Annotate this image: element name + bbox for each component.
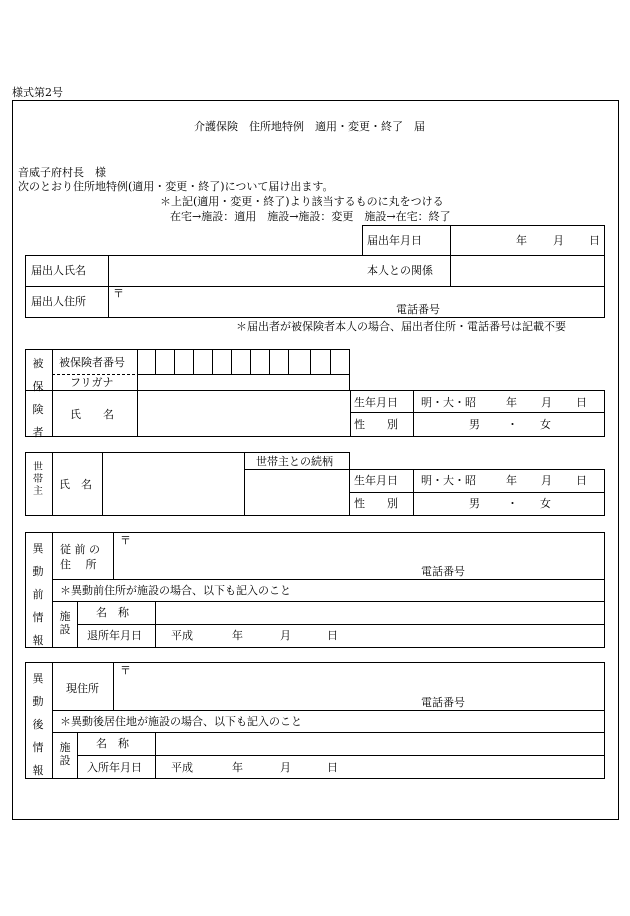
householder-sex-male[interactable]: 男 [469,497,480,510]
householder-month-unit: 月 [541,474,552,487]
current-address-field[interactable] [114,663,604,709]
before-facility-name-field[interactable] [156,602,604,623]
filing-day-unit: 日 [589,234,600,247]
furigana-label: フリガナ [70,376,114,389]
discharge-date-label: 退所年月日 [87,629,142,642]
householder-name-field[interactable] [103,453,243,515]
admission-era: 平成 [171,761,193,774]
discharge-era: 平成 [171,629,193,642]
householder-relation-field[interactable] [245,470,349,515]
form-number: 様式第2号 [12,86,63,99]
applicant-address-label: 届出人住所 [31,295,86,308]
householder-day-unit: 日 [576,474,587,487]
insured-birth-label: 生年月日 [354,396,398,409]
householder-sex-label: 性 別 [354,497,398,510]
after-facility-name-label: 名 称 [96,737,129,750]
householder-sex-female[interactable]: 女 [540,497,551,510]
filing-year-unit: 年 [516,234,527,247]
applicant-phone-label: 電話番号 [396,303,440,316]
insured-name-label: 氏 名 [70,408,114,421]
insured-side-label: 被 保 険 者 [32,357,44,439]
after-side-label: 異 動 後 情 報 [32,672,44,777]
discharge-date-field[interactable] [156,625,604,647]
previous-postal-mark: 〒 [120,534,131,547]
insured-number-label: 被保険者番号 [59,356,125,369]
filing-month-unit: 月 [553,234,564,247]
postal-mark: 〒 [113,287,124,300]
householder-name-label: 氏 名 [59,478,92,491]
filing-date-field[interactable] [451,226,604,255]
before-facility-note: ＊異動前住所が施設の場合、以下も記入のこと [60,584,291,597]
after-facility-side-label: 施 設 [59,741,71,767]
before-facility-side-label: 施 設 [59,610,71,636]
applicant-name-label: 届出人氏名 [31,264,86,277]
note-circle-option: ＊上記(適用・変更・終了)より該当するものに丸をつける [160,195,444,208]
discharge-day-unit: 日 [327,629,338,642]
intro-text: 次のとおり住所地特例(適用・変更・終了)について届け出ます。 [18,180,334,193]
insured-sex-label: 性 別 [354,418,398,431]
discharge-month-unit: 月 [280,629,291,642]
insured-era[interactable]: 明・大・昭 [421,396,476,409]
current-phone-label: 電話番号 [421,696,465,709]
householder-era[interactable]: 明・大・昭 [421,474,476,487]
form-title: 介護保険 住所地特例 適用・変更・終了 届 [194,120,425,133]
insured-day-unit: 日 [576,396,587,409]
addressee: 音威子府村長 様 [18,166,106,179]
discharge-year-unit: 年 [232,629,243,642]
insured-sex-male[interactable]: 男 [469,418,480,431]
insured-year-unit: 年 [506,396,517,409]
householder-sex-separator: ・ [507,497,518,510]
householder-year-unit: 年 [506,474,517,487]
admission-date-field[interactable] [156,756,604,778]
previous-address-label-line2: 住 所 [60,558,97,571]
householder-relation-label: 世帯主との続柄 [256,455,333,468]
applicant-address-field[interactable] [109,287,604,317]
filing-date-label: 届出年月日 [367,234,422,247]
after-facility-note: ＊異動後居住地が施設の場合、以下も記入のこと [60,715,302,728]
current-address-label: 現住所 [66,682,99,695]
insured-name-field[interactable] [138,391,349,436]
before-facility-name-label: 名 称 [96,606,129,619]
note-definitions: 在宅→施設：適用 施設→施設：変更 施設→在宅：終了 [170,210,451,223]
current-postal-mark: 〒 [120,664,131,677]
admission-month-unit: 月 [280,761,291,774]
insured-month-unit: 月 [541,396,552,409]
insured-sex-female[interactable]: 女 [540,418,551,431]
previous-phone-label: 電話番号 [421,565,465,578]
previous-address-label-line1: 従 前 の [60,543,100,556]
applicant-note: ＊届出者が被保険者本人の場合、届出者住所・電話番号は記載不要 [236,320,566,333]
admission-date-label: 入所年月日 [87,761,142,774]
applicant-name-field[interactable] [109,256,361,285]
insured-number-field[interactable] [138,350,349,373]
admission-year-unit: 年 [232,761,243,774]
insured-sex-separator: ・ [507,418,518,431]
after-facility-name-field[interactable] [156,733,604,754]
before-side-label: 異 動 前 情 報 [32,542,44,647]
relation-label: 本人との関係 [367,264,433,277]
admission-day-unit: 日 [327,761,338,774]
furigana-field[interactable] [138,375,349,389]
relation-field[interactable] [451,256,604,285]
householder-side-label: 世 帯 主 [33,462,43,497]
householder-birth-label: 生年月日 [354,474,398,487]
previous-address-field[interactable] [114,533,604,578]
